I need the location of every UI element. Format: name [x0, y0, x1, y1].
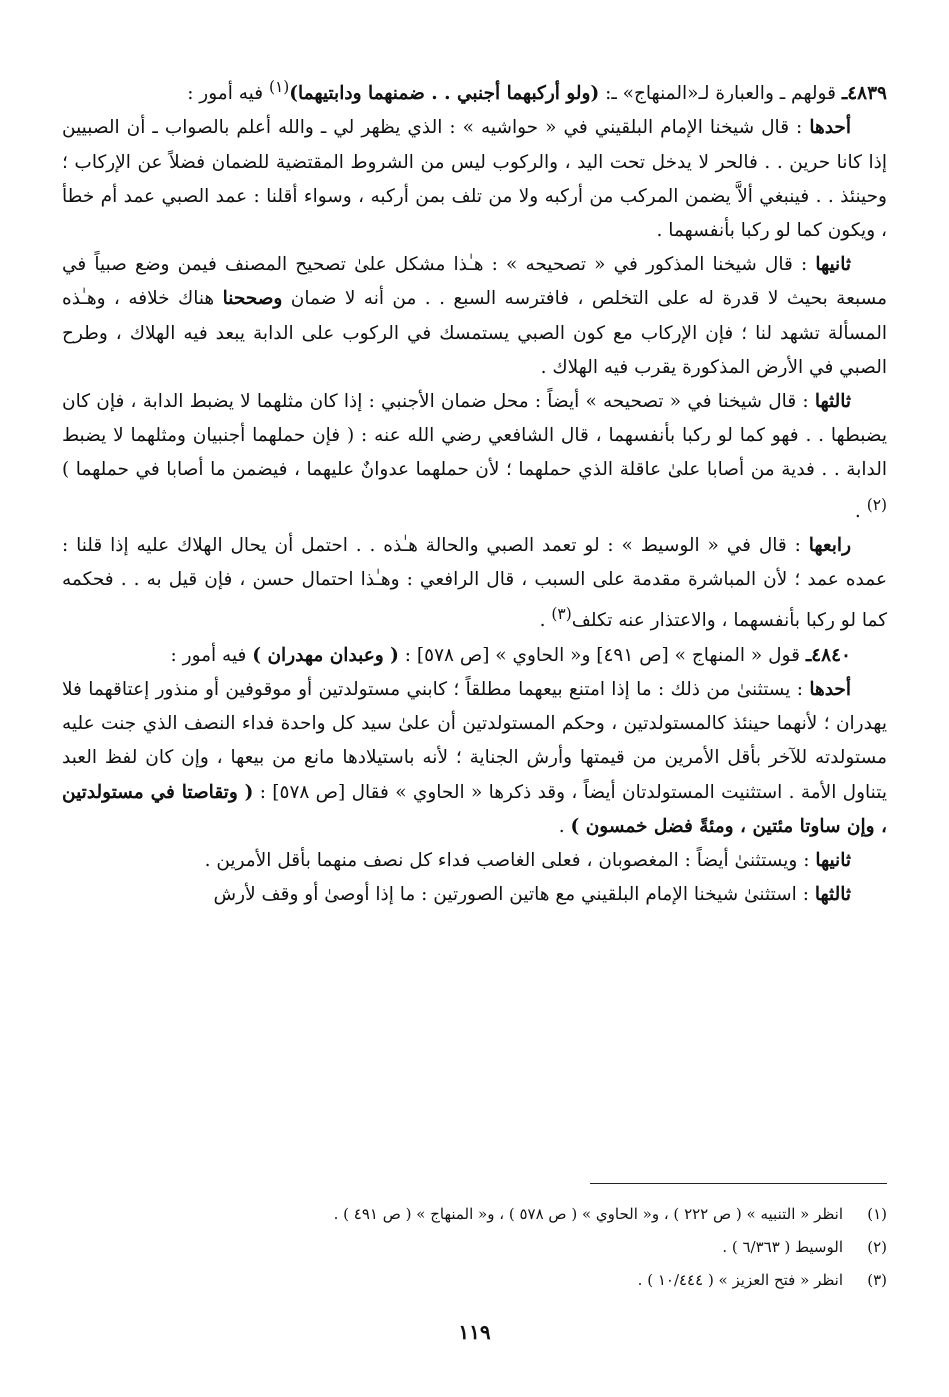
footnote-number: (٣)	[867, 1271, 887, 1289]
footnote-text: انظر « فتح العزيز » ( ١٠/٤٤٤ ) .	[637, 1271, 843, 1289]
point-text: : يستثنىٰ من ذلك : ما إذا امتنع بيعهما مطلقاً ؛ كابني مستولدتين أو موقوفين أو منذور إعتاقهما فلا يهدران ؛ لأنهما حينئذ كالمستولدتين ، وحكم المستولدتين أن علىٰ سيد كل واحدة فداء النصف الذي جنت عليه مستولدته للآخر بأقل الأمرين من قيمتها وأرش الجناية ؛ لأنه باستيلادها مانع من بيعها ، وإن كان لفظ العبد يتناول الأمة . استثنيت المستولدتان أيضاً ، وقد ذكرها « الحاوي » فقال [ص ٥٧٨] :	[62, 678, 887, 803]
point-label: ثانيها	[815, 254, 851, 276]
point-paragraph	[62, 673, 887, 844]
point-label: أحدها	[809, 117, 851, 139]
footnote-text: انظر « التنبيه » ( ص ٢٢٢ ) ، و« الحاوي » ( ص ٥٧٨ ) ، و« المنهاج » ( ص ٤٩١ ) .	[333, 1205, 843, 1223]
footnotes	[62, 1198, 887, 1297]
page-number: ١١٩	[458, 1320, 491, 1344]
point-text: هناك خلافه ، وهـٰذه المسألة تشهد لنا ؛ فإن الإركاب مع كون الصبي يستمسك في الركوب على الدابة يبعد فيه الهلاك ، وطرح الصبي في الأرض المذكورة يقرب فيه الهلاك .	[62, 288, 887, 378]
issue-intro: قولهم ـ والعبارة لـ«المنهاج» ـ:	[599, 83, 842, 105]
footnote-divider	[590, 1183, 887, 1184]
issue-intro: قول « المنهاج » [ص ٤٩١] و« الحاوي » [ص ٥٧٨] :	[398, 644, 806, 666]
issue-outro: فيه أمور :	[170, 644, 253, 666]
point-text: : قال شيخنا في « تصحيحه » أيضاً : محل ضمان الأجنبي : إذا كان مثلهما لا يضبط الدابة ، فإن كان يضبطها . . فهو كما لو ركبا بأنفسهما ، قال الشافعي رضي الله عنه : ( فإن حملهما أجنبيان ومثلهما لا يضبط الدابة . . فدية من أصابا علىٰ عاقلة الذي حملهما ؛ لأن حملهما عدوانٌ عليهما ، فيضمن ما أصابا في حملهما )	[62, 390, 887, 481]
point-text: : قال شيخنا المذكور في « تصحيحه » : هـٰذا مشكل علىٰ تصحيح المصنف فيمن وضع صبياً في مسبعة بحيث لا قدرة له على التخلص ، فافترسه السبع . . من أنه لا ضمان	[62, 254, 887, 310]
point-end: .	[539, 610, 552, 632]
point-label: ثالثها	[814, 884, 851, 906]
point-label: أحدها	[809, 678, 851, 700]
issue-number: ٤٨٤٠ـ	[805, 644, 851, 666]
footnote	[62, 1264, 887, 1297]
point-paragraph	[62, 111, 887, 248]
footnote-ref: (٢)	[866, 495, 887, 514]
point-paragraph	[62, 529, 887, 639]
footnote-number: (١)	[867, 1205, 887, 1223]
point-paragraph	[62, 878, 887, 912]
footnote	[62, 1198, 887, 1231]
page-body	[62, 70, 887, 912]
footnote-ref: (١)	[268, 78, 290, 96]
quoted-text: (ولو أركبهما أجنبي . . ضمنهما ودابتيهما)	[289, 83, 600, 105]
point-label: ثالثها	[814, 390, 851, 412]
issue-4839-heading	[62, 70, 887, 111]
point-paragraph	[62, 248, 887, 385]
point-text: : قال في « الوسيط » : لو تعمد الصبي والحالة هـٰذه . . احتمل أن يحال الهلاك عليه إذا قلنا : عمده عمد ؛ لأن المباشرة مقدمة على السبب ، قال الرافعي : وهـٰذا احتمال حسن ، فإن قيل به . . فحكمه كما لو ركبا بأنفسهما ، والاعتذار عنه تكلف	[62, 534, 887, 632]
footnote-number: (٢)	[867, 1238, 887, 1256]
footnote-ref: (٣)	[551, 605, 572, 624]
issue-outro: فيه أمور :	[187, 83, 269, 105]
bold-term: وصححنا	[222, 288, 283, 310]
footnote	[62, 1231, 887, 1264]
footnote-text: الوسيط ( ٦/٣٦٣ ) .	[722, 1238, 843, 1256]
point-paragraph	[62, 844, 887, 878]
point-text: : ويستثنىٰ أيضاً : المغصوبان ، فعلى الغاصب فداء كل نصف منهما بأقل الأمرين .	[204, 849, 816, 871]
point-text: : استثنىٰ شيخنا الإمام البلقيني مع هاتين الصورتين : ما إذا أوصىٰ أو وقف لأرش	[213, 884, 815, 906]
quoted-text: ( وتقاصتا في مستولدتين ، وإن ساوتا مئتين ، ومئةً فضل خمسون )	[62, 781, 887, 837]
point-label: ثانيها	[815, 849, 851, 871]
point-label: رابعها	[808, 534, 851, 556]
point-end: .	[854, 500, 867, 522]
point-text: : قال شيخنا الإمام البلقيني في « حواشيه » : الذي يظهر لي ـ والله أعلم بالصواب ـ أن الصبيين إذا كانا حرين . . فالحر لا يدخل تحت اليد ، والركوب ليس من الشروط المقتضية للضمان فضلاً عن الإركاب ؛ وحينئذ . . فينبغي ألاَّ يضمن المركب من أركبه ولا من تلف بمن أركبه ، وسواء أقلنا : عمد الصبي عمد أم خطأ ، ويكون كما لو ركبا بأنفسهما .	[62, 117, 887, 241]
quoted-text: ( وعبدان مهدران )	[252, 644, 399, 666]
point-end: .	[558, 815, 571, 837]
point-paragraph	[62, 385, 887, 529]
issue-4840-heading	[62, 639, 887, 673]
issue-number: ٤٨٣٩ـ	[841, 83, 887, 105]
